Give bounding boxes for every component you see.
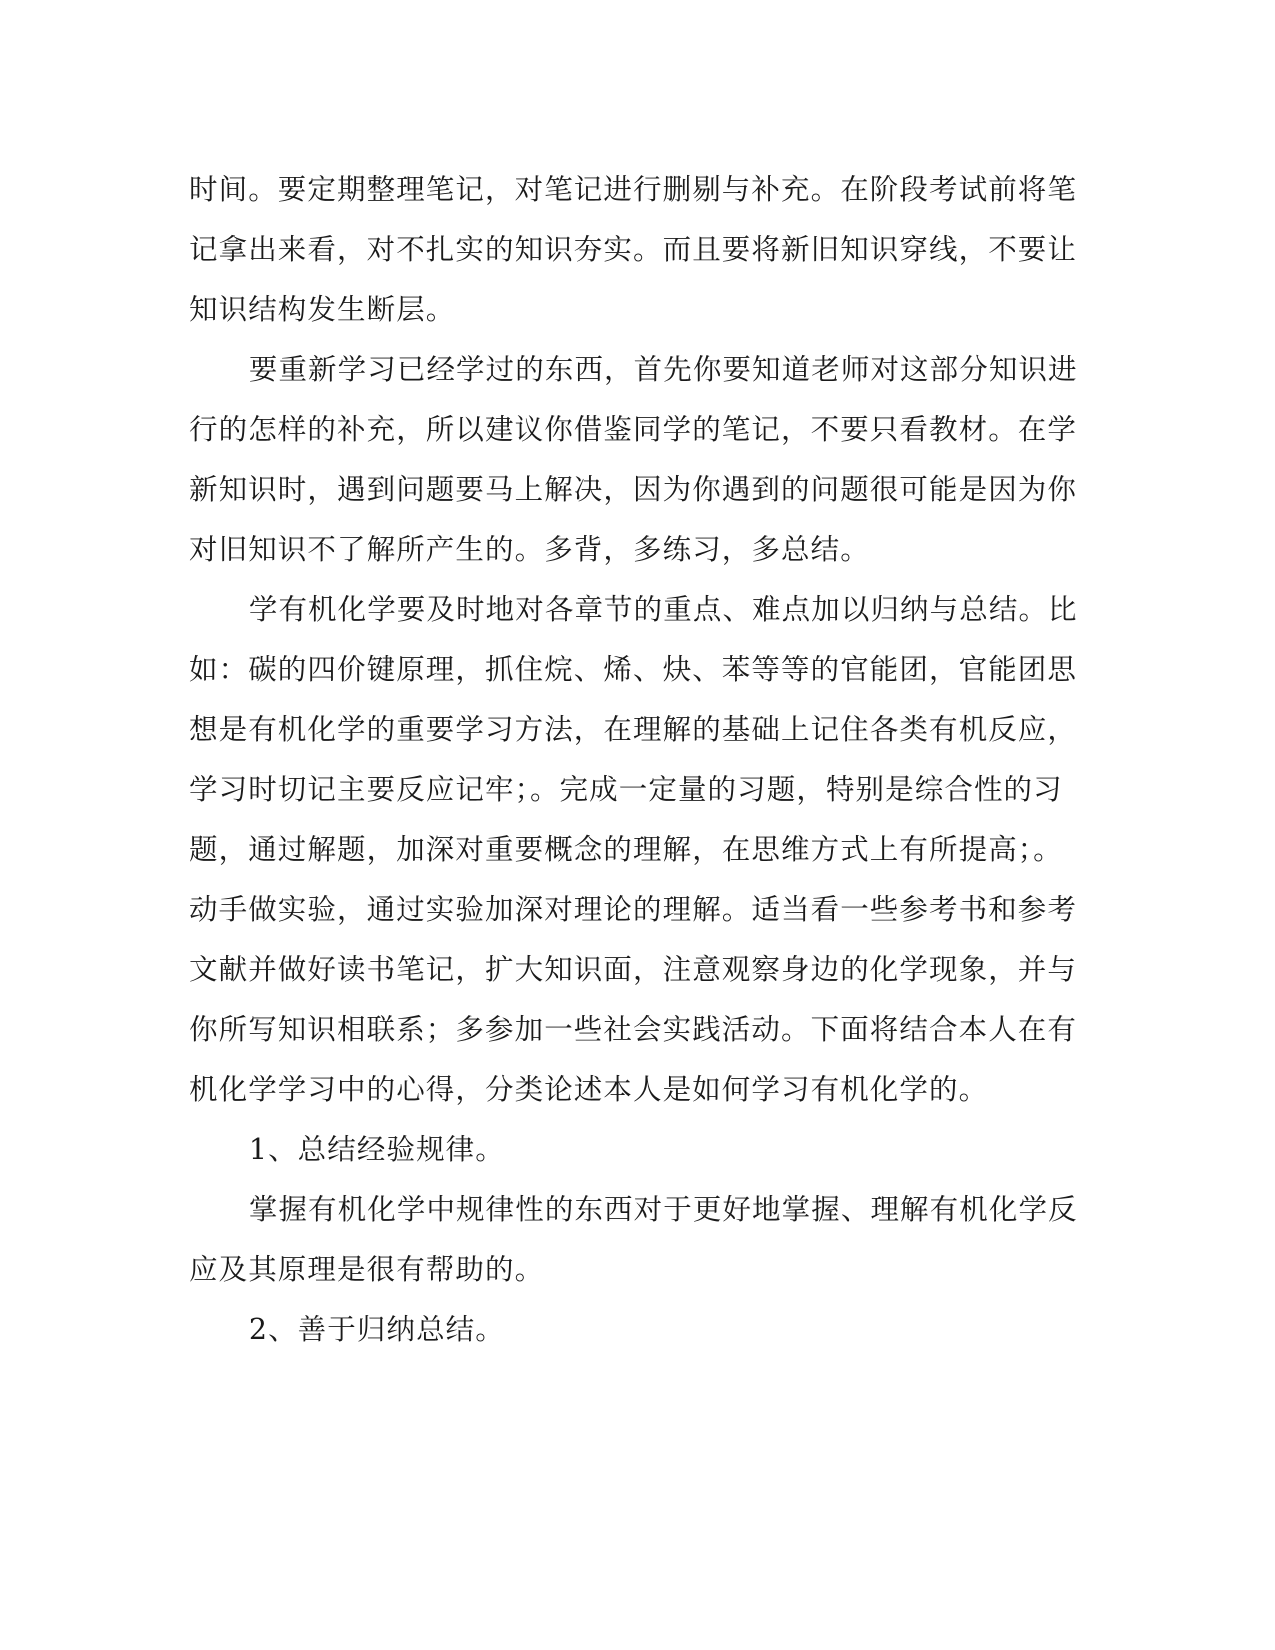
paragraph-continued: 时间。要定期整理笔记，对笔记进行删剔与补充。在阶段考试前将笔记拿出来看，对不扎实的知识夯实。而且要将新旧知识穿线，不要让知识结构发生断层。 [189,173,1078,326]
section-heading-1: 1、总结经验规律。 [248,1133,505,1166]
body-text [189,160,1079,1360]
section-heading-2: 2、善于归纳总结。 [248,1313,505,1346]
paragraph-relearning: 要重新学习已经学过的东西，首先你要知道老师对这部分知识进行的怎样的补充，所以建议你借鉴同学的笔记，不要只看教材。在学新知识时，遇到问题要马上解决，因为你遇到的问题很可能是因为你对旧知识不了解所产生的。多背，多练习，多总结。 [189,353,1078,566]
paragraph-organic-chemistry-summary: 学有机化学要及时地对各章节的重点、难点加以归纳与总结。比如：碳的四价键原理，抓住烷、烯、炔、苯等等的官能团，官能团思想是有机化学的重要学习方法，在理解的基础上记住各类有机反应，学习时切记主要反应记牢；。完成一定量的习题，特别是综合性的习题，通过解题，加深对重要概念的理解，在思维方式上有所提高；。动手做实验，通过实验加深对理论的理解。适当看一些参考书和参考文献并做好读书笔记，扩大知识面，注意观察身边的化学现象，并与你所写知识相联系；多参加一些社会实践活动。下面将结合本人在有机化学学习中的心得，分类论述本人是如何学习有机化学的。 [189,593,1078,1106]
paragraph-rules: 掌握有机化学中规律性的东西对于更好地掌握、理解有机化学反应及其原理是很有帮助的。 [189,1193,1078,1286]
